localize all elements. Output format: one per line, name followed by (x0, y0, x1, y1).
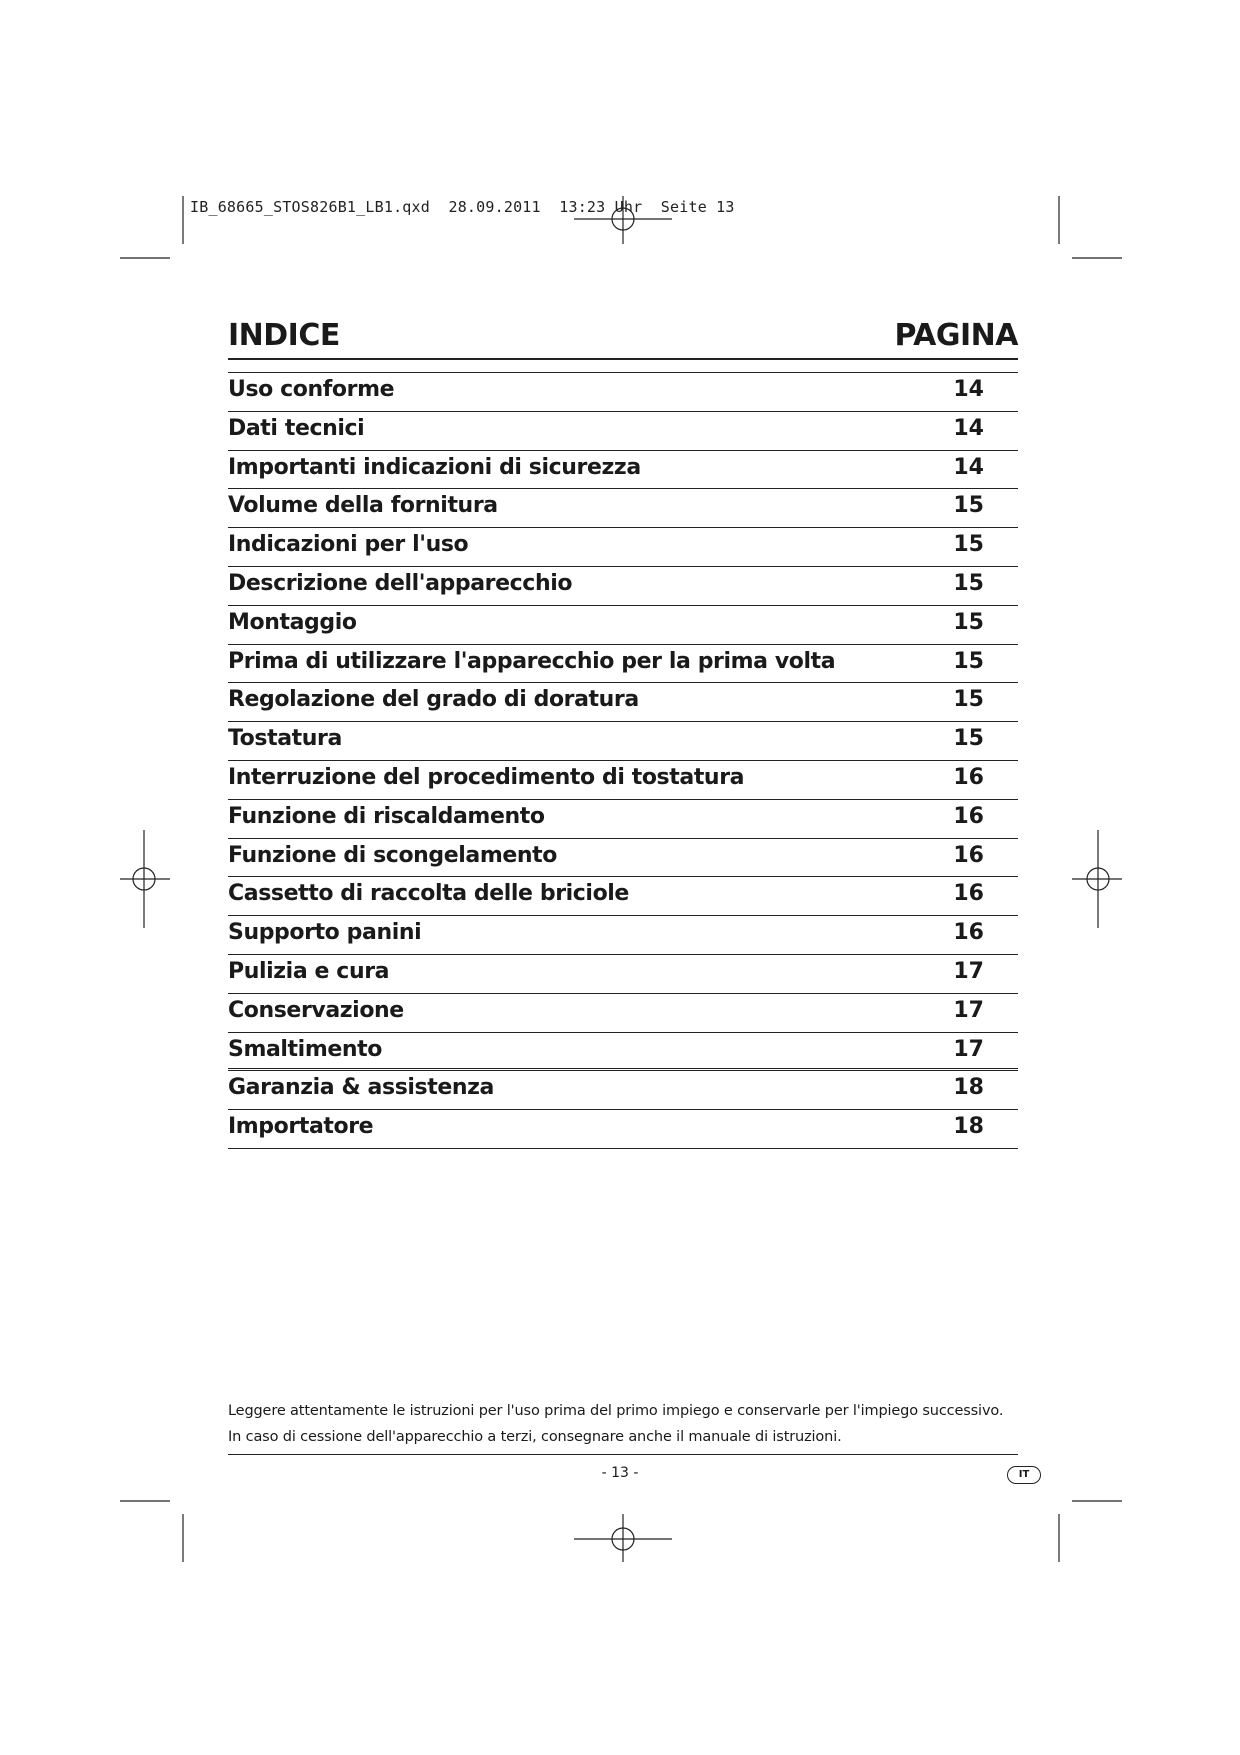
toc-entry-page: 14 (953, 415, 984, 441)
toc-row[interactable] (228, 1033, 1018, 1072)
toc-entry-label: Volume della fornitura (228, 493, 498, 519)
toc-entry-page: 18 (953, 1114, 984, 1140)
toc-entry-label: Prima di utilizzare l'apparecchio per la prima volta (228, 648, 836, 674)
toc-entry-label: Descrizione dell'apparecchio (228, 570, 573, 596)
footer-note-line: Leggere attentamente le istruzioni per l'uso prima del primo impiego e conservarle per l'impiego successivo. (228, 1403, 1004, 1419)
toc-entry-page: 15 (953, 726, 984, 752)
toc-row[interactable] (228, 606, 1018, 645)
toc-entry-label: Funzione di riscaldamento (228, 803, 545, 829)
toc-entry-page: 17 (953, 958, 984, 984)
toc-row[interactable] (228, 877, 1018, 916)
toc-entry-label: Regolazione del grado di doratura (228, 687, 639, 713)
header-rule (228, 358, 1018, 360)
toc-entry-label: Cassetto di raccolta delle briciole (228, 881, 629, 907)
toc-entry-label: Dati tecnici (228, 415, 365, 441)
toc-row[interactable] (228, 1110, 1018, 1149)
toc-entry-page: 16 (953, 842, 984, 868)
footer-note (228, 1398, 1018, 1450)
toc-entry-label: Importatore (228, 1114, 374, 1140)
toc-entry-page: 15 (953, 532, 984, 558)
toc-title: INDICE (228, 318, 340, 353)
toc-row[interactable] (228, 528, 1018, 567)
toc-entry-page: 16 (953, 803, 984, 829)
print-slug: IB_68665_STOS826B1_LB1.qxd 28.09.2011 13:23 Uhr Seite 13 (190, 198, 735, 216)
toc-entry-page: 16 (953, 881, 984, 907)
toc-entry-label: Importanti indicazioni di sicurezza (228, 454, 641, 480)
footer-rule (228, 1454, 1018, 1455)
toc-entry-label: Smaltimento (228, 1036, 382, 1062)
toc-entry-page: 16 (953, 764, 984, 790)
toc-row[interactable] (228, 412, 1018, 451)
toc-row[interactable] (228, 567, 1018, 606)
toc-entry-page: 16 (953, 920, 984, 946)
toc-row[interactable] (228, 722, 1018, 761)
toc-row[interactable] (228, 683, 1018, 722)
toc-page-heading: PAGINA (894, 318, 1018, 353)
toc-row[interactable] (228, 955, 1018, 994)
toc-entry-label: Pulizia e cura (228, 958, 390, 984)
toc-row[interactable] (228, 451, 1018, 490)
toc-row[interactable] (228, 489, 1018, 528)
toc-entry-label: Conservazione (228, 997, 404, 1023)
toc-entry-page: 15 (953, 648, 984, 674)
toc-entry-label: Funzione di scongelamento (228, 842, 558, 868)
toc-row[interactable] (228, 1071, 1018, 1110)
toc-entry-page: 14 (953, 454, 984, 480)
toc-entry-page: 15 (953, 493, 984, 519)
toc-entry-label: Montaggio (228, 609, 357, 635)
toc-row[interactable] (228, 994, 1018, 1033)
toc-list (228, 373, 1018, 1149)
toc-entry-label: Indicazioni per l'uso (228, 532, 469, 558)
toc-row[interactable] (228, 839, 1018, 878)
page-number: - 13 - (601, 1465, 639, 1481)
toc-row[interactable] (228, 761, 1018, 800)
toc-entry-page: 15 (953, 687, 984, 713)
toc-entry-label: Supporto panini (228, 920, 422, 946)
toc-entry-page: 15 (953, 570, 984, 596)
toc-row[interactable] (228, 373, 1018, 412)
toc-header (228, 318, 1018, 358)
toc-entry-label: Uso conforme (228, 377, 395, 402)
footer-note-line: In caso di cessione dell'apparecchio a terzi, consegnare anche il manuale di istruzioni. (228, 1429, 842, 1445)
toc-row[interactable] (228, 645, 1018, 684)
language-badge: IT (1007, 1466, 1041, 1484)
toc-entry-page: 15 (953, 609, 984, 635)
toc-row[interactable] (228, 800, 1018, 839)
toc-entry-label: Tostatura (228, 726, 342, 752)
toc-entry-page: 17 (953, 1036, 984, 1062)
toc-entry-page: 18 (953, 1075, 984, 1101)
toc-entry-label: Garanzia & assistenza (228, 1075, 494, 1101)
toc-entry-page: 17 (953, 997, 984, 1023)
toc-entry-label: Interruzione del procedimento di tostatura (228, 764, 745, 790)
toc-row[interactable] (228, 916, 1018, 955)
toc-entry-page: 14 (953, 377, 984, 402)
